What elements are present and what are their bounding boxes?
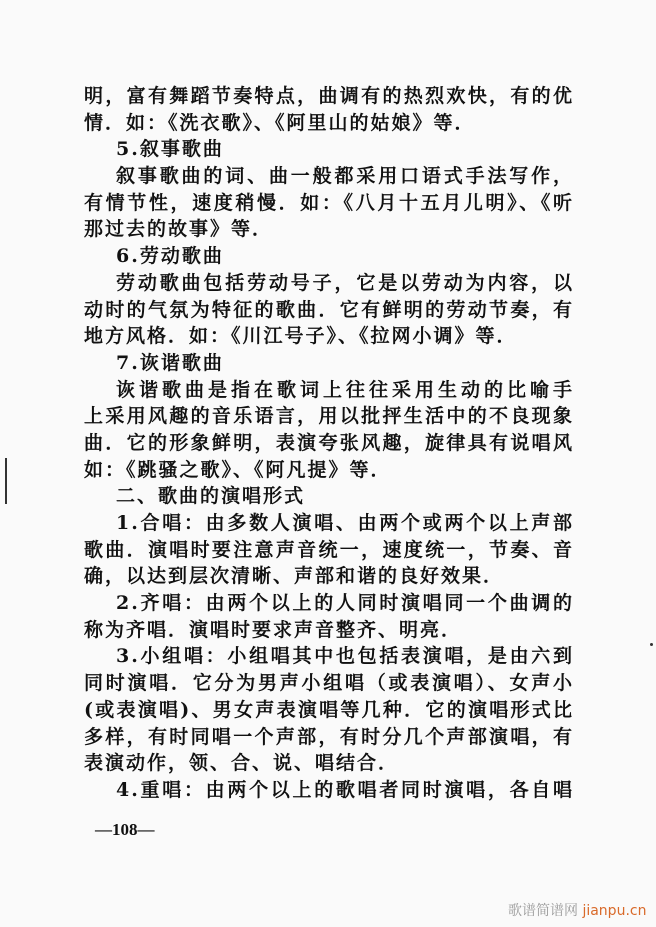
text-line: 如：《跳骚之歌》、《阿凡提》等．	[84, 458, 392, 481]
text-line: 称为齐唱．演唱时要求声音整齐、明亮．	[84, 618, 463, 641]
watermark-site-name: 歌谱简谱网	[508, 903, 578, 919]
text-line: 表演动作，领、合、说、唱结合．	[84, 752, 400, 775]
text-line: 劳动歌曲包括劳动号子，它是以劳动为内容，以	[116, 271, 574, 294]
text-line: 情．如：《洗衣歌》、《阿里山的姑娘》等．	[84, 111, 476, 134]
scan-artifact-right-dot	[650, 643, 653, 646]
text-line: 4.重唱：由两个以上的歌唱者同时演唱，各自唱	[116, 778, 574, 801]
text-line: 同时演唱．它分为男声小组唱（或表演唱）、女声小	[84, 672, 574, 695]
text-line: 叙事歌曲的词、曲一般都采用口语式手法写作，	[116, 165, 574, 188]
text-line: 歌曲．演唱时要注意声音统一，速度统一，节奏、音	[84, 538, 574, 561]
scan-artifact-left-line	[5, 458, 7, 504]
watermark	[508, 900, 646, 920]
text-line: 曲．它的形象鲜明，表演夸张风趣，旋律具有说唱风	[84, 431, 574, 454]
text-line: 确，以达到层次清晰、声部和谐的良好效果．	[84, 565, 505, 588]
text-line: 上采用风趣的音乐语言，用以批抨生活中的不良现象	[84, 405, 574, 428]
text-line: 1.合唱：由多数人演唱、由两个或两个以上声部	[116, 512, 574, 534]
text-line: 3.小组唱：小组唱其中也包括表演唱，是由六到	[116, 645, 574, 668]
text-line: 二、歌曲的演唱形式	[116, 485, 306, 508]
watermark-domain: jianpu.cn	[582, 903, 647, 919]
body-text	[84, 83, 574, 804]
text-line: (或表演唱)、男女声表演唱等几种．它的演唱形式比	[84, 698, 574, 721]
text-line: 2.齐唱：由两个以上的人同时演唱同一个曲调的	[116, 592, 574, 615]
text-line: 那过去的故事》等．	[84, 218, 274, 241]
text-line: 明，富有舞蹈节奏特点，曲调有的热烈欢快，有的优	[84, 85, 574, 107]
text-line: 5.叙事歌曲	[116, 138, 224, 161]
text-line: 动时的气氛为特征的歌曲．它有鲜明的劳动节奏，有	[84, 298, 574, 321]
text-line: 7.诙谐歌曲	[116, 351, 224, 374]
text-line: 多样，有时同唱一个声部，有时分几个声部演唱，有	[84, 725, 574, 748]
page-number: —108—	[95, 820, 155, 839]
text-line: 诙谐歌曲是指在歌词上往往采用生动的比喻手	[116, 378, 574, 401]
text-line: 6.劳动歌曲	[116, 245, 224, 268]
text-line: 有情节性，速度稍慢．如：《八月十五月儿明》、《听	[84, 191, 574, 214]
text-line: 地方风格．如：《川江号子》、《拉网小调》等．	[84, 325, 518, 348]
